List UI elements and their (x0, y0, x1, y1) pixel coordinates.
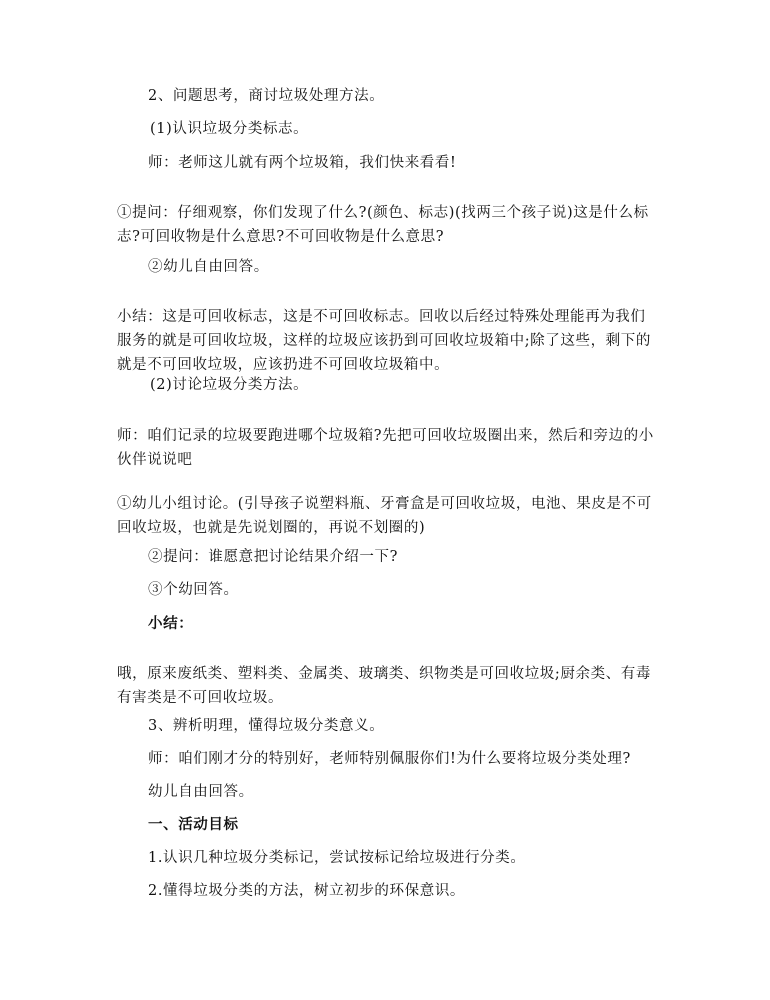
section-heading-activity-goals: 一、活动目标 (148, 816, 239, 833)
paragraph-teacher-praise: 师：咱们刚才分的特别好，老师特别佩服你们!为什么要将垃圾分类处理? (148, 751, 631, 767)
paragraph-goal-2: 2.懂得垃圾分类的方法，树立初步的环保意识。 (148, 883, 466, 899)
paragraph-question-1: ①提问：仔细观察，你们发现了什么?(颜色、标志)(找两三个孩子说)这是什么标志?可回收物是什么意思?不可回收物是什么意思? (117, 205, 649, 245)
paragraph-sub-2-heading: (2)讨论垃圾分类方法。 (150, 377, 309, 393)
paragraph-summary-label: 小结： (148, 615, 194, 632)
paragraph-goal-1: 1.认识几种垃圾分类标记，尝试按标记给垃圾进行分类。 (148, 850, 526, 866)
paragraph-summary-1: 小结：这是可回收标志，这是不可回收标志。回收以后经过特殊处理能再为我们服务的就是可回收垃圾，这样的垃圾应该扔到可回收垃圾箱中;除了这些，剩下的就是不可回收垃圾，应该扔进不可回收垃圾箱中。 (117, 309, 651, 373)
paragraph-step-3-heading: 3、辨析明理，懂得垃圾分类意义。 (148, 718, 385, 734)
paragraph-individual-answer: ③个幼回答。 (148, 582, 239, 598)
paragraph-summary-2: 哦，原来废纸类、塑料类、金属类、玻璃类、织物类是可回收垃圾;厨余类、有毒有害类是不可回收垃圾。 (117, 666, 651, 706)
paragraph-sub-1-heading: (1)认识垃圾分类标志。 (150, 121, 309, 137)
paragraph-free-answer-1: ②幼儿自由回答。 (148, 259, 269, 275)
paragraph-free-answer-2: 幼儿自由回答。 (148, 784, 254, 800)
paragraph-teacher-intro: 师：老师这儿就有两个垃圾箱，我们快来看看! (148, 155, 457, 171)
paragraph-step-2-heading: 2、问题思考，商讨垃圾处理方法。 (148, 88, 385, 104)
paragraph-teacher-record: 师：咱们记录的垃圾要跑进哪个垃圾箱?先把可回收垃圾圈出来，然后和旁边的小伙伴说说吧 (117, 428, 654, 468)
paragraph-group-discussion: ①幼儿小组讨论。(引导孩子说塑料瓶、牙膏盒是可回收垃圾，电池、果皮是不可回收垃圾，也就是先说划圈的，再说不划圈的) (117, 496, 652, 536)
paragraph-question-2: ②提问：谁愿意把讨论结果介绍一下? (148, 549, 398, 565)
